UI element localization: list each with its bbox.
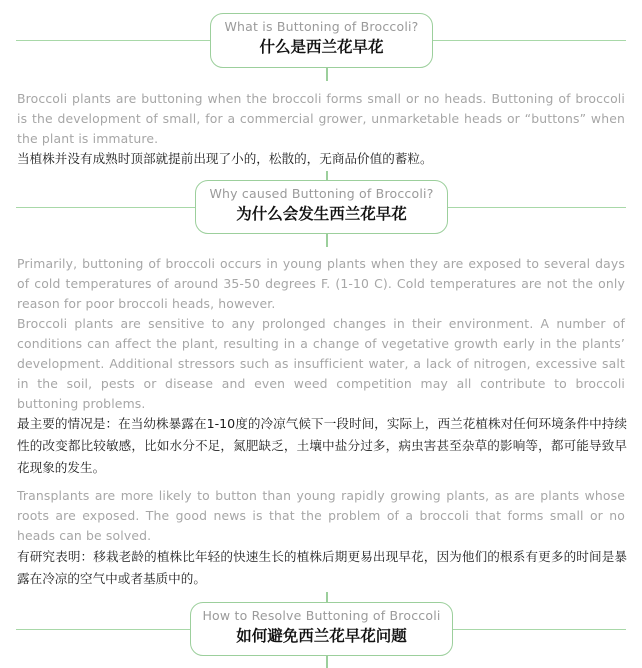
- section1-heading-en: What is Buttoning of Broccoli?: [224, 19, 419, 34]
- section2-paragraph-en-3: Transplants are more likely to button than young rapidly growing plants, as are plants whose roots are exposed. The good news is that the problem of a broccoli that forms small or no heads can be solved.: [17, 488, 625, 543]
- section1-heading-box: [210, 13, 433, 68]
- heading-connector: [326, 171, 328, 180]
- section3-heading-box: [190, 602, 453, 656]
- heading-connector: [326, 234, 328, 247]
- section1-heading-zh: 什么是西兰花早花: [259, 38, 384, 56]
- section2-heading-zh: 为什么会发生西兰花早花: [236, 205, 407, 223]
- heading-connector: [326, 592, 328, 602]
- section2-heading-en: Why caused Buttoning of Broccoli?: [209, 186, 434, 201]
- section2-heading-box: [195, 180, 448, 234]
- heading-connector: [326, 68, 328, 81]
- section1-paragraph-zh: 当植株并没有成熟时顶部就提前出现了小的，松散的，无商品价值的蓄粒。: [17, 151, 433, 166]
- section2-paragraph-zh-1: 最主要的情况是：在当幼株暴露在1-10度的冷凉气候下一段时间，实际上，西兰花植株对任何环境条件中持续性的改变都比较敏感，比如水分不足，氮肥缺乏，土壤中盐分过多，病虫害甚至杂草的影响等，都可能导致早花现象的发生。: [17, 416, 627, 475]
- section2-paragraph-zh-2: 有研究表明：移栽老龄的植株比年轻的快速生长的植株后期更易出现早花，因为他们的根系有更多的时间是暴露在冷凉的空气中或者基质中的。: [17, 549, 627, 586]
- section3-heading-zh: 如何避免西兰花早花问题: [236, 627, 407, 645]
- section2-paragraph-en-1: Primarily, buttoning of broccoli occurs in young plants when they are exposed to several days of cold temperatures of around 35-50 degrees F. (1-10 C). Cold temperatures are not the only reason for poor broccoli heads, however.: [17, 256, 625, 311]
- section1-paragraph-en: Broccoli plants are buttoning when the broccoli forms small or no heads. Buttoning of broccoli is the development of small, for a commercial grower, unmarketable heads or “buttons” when the plant is immature.: [17, 91, 625, 146]
- section2-paragraph-en-2: Broccoli plants are sensitive to any prolonged changes in their environment. A number of conditions can affect the plant, resulting in a change of vegetative growth early in the plants’ development. Additional stressors such as insufficient water, a lack of nitrogen, excessive salt in the soil, pests or disease and even weed competition may all contribute to broccoli buttoning problems.: [17, 316, 625, 411]
- section3-heading-en: How to Resolve Buttoning of Broccoli: [202, 608, 441, 623]
- heading-connector: [326, 656, 328, 668]
